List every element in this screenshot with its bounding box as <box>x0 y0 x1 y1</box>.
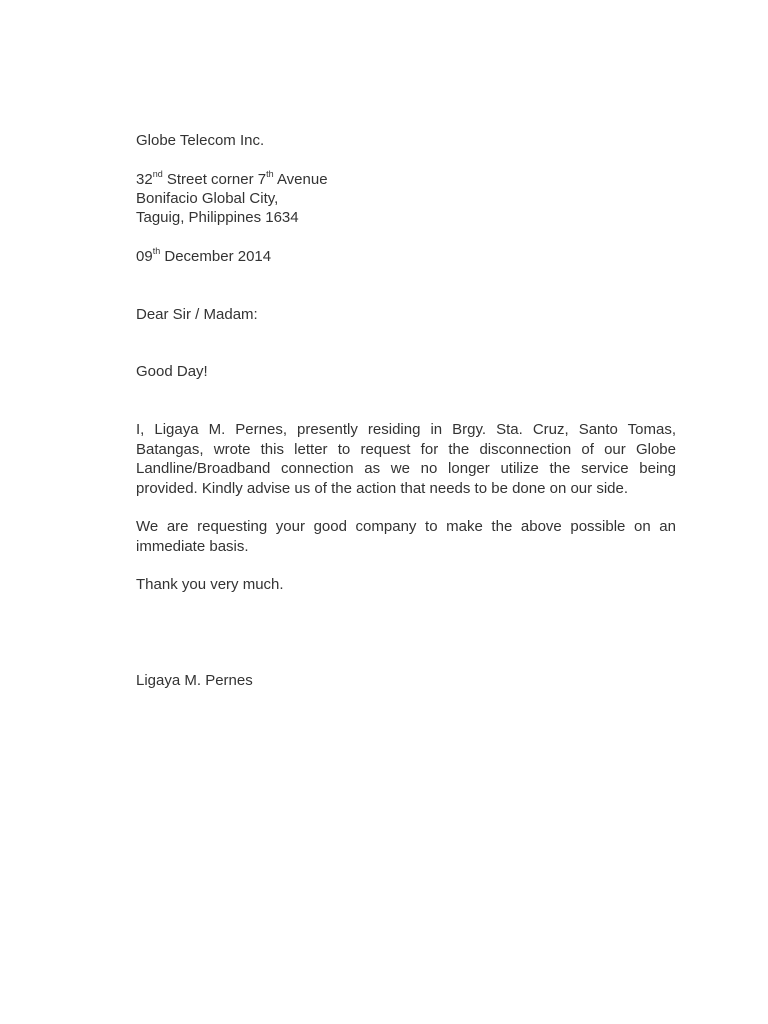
recipient-address-line-1 <box>136 170 328 189</box>
recipient-company: Globe Telecom Inc. <box>136 132 265 149</box>
date-rest: December 2014 <box>160 248 272 265</box>
date-day-suffix: th <box>152 246 161 256</box>
street-number-suffix: nd <box>152 169 163 179</box>
date-day: 09 <box>136 248 153 265</box>
salutation: Dear Sir / Madam: <box>136 306 258 323</box>
recipient-address-line-2: Bonifacio Global City, <box>136 190 279 207</box>
body-paragraph-1: I, Ligaya M. Pernes, presently residing in Brgy. Sta. Cruz, Santo Tomas, Batangas, wrote this letter to request for the disconnection of our Globe Landline/Broadband connection as we no longer utilize the service being provided. Kindly advise us of the action that needs to be done on our side. <box>136 421 676 497</box>
street-end: Avenue <box>273 171 328 188</box>
greeting: Good Day! <box>136 363 208 380</box>
letter-date <box>136 247 271 266</box>
signature-name: Ligaya M. Pernes <box>136 672 253 689</box>
closing-line: Thank you very much. <box>136 576 284 593</box>
avenue-number-suffix: th <box>266 169 274 179</box>
street-number: 32 <box>136 171 153 188</box>
body-paragraph-2: We are requesting your good company to make the above possible on an immediate basis. <box>136 518 676 555</box>
recipient-address-line-3: Taguig, Philippines 1634 <box>136 209 299 226</box>
street-middle: Street corner 7 <box>162 171 267 188</box>
